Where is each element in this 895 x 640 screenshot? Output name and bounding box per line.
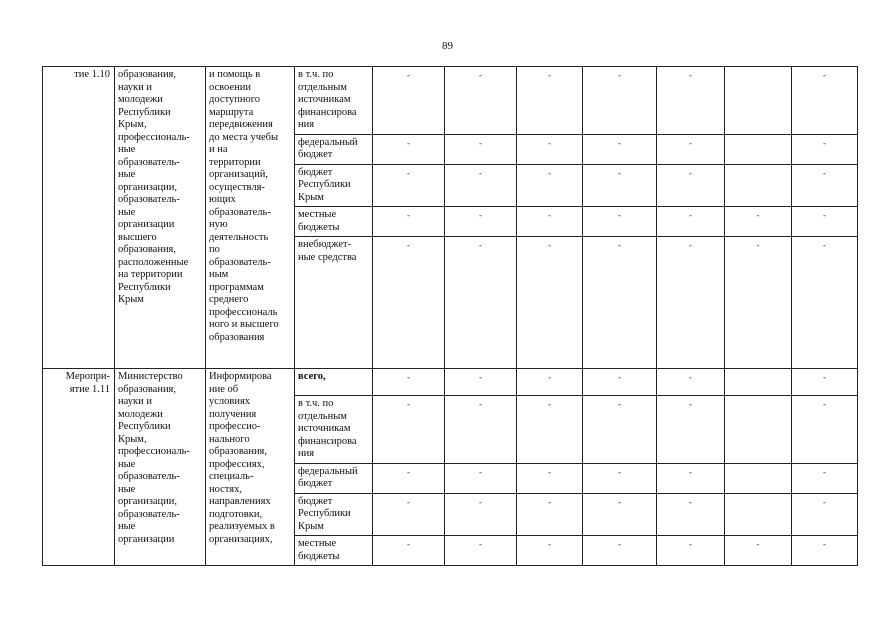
amount-cell: -: [373, 369, 445, 396]
funding-source: бюджет Республики Крым: [295, 164, 373, 207]
amount-cell: -: [792, 536, 858, 566]
amount-cell: -: [725, 207, 792, 237]
amount-cell: -: [657, 536, 725, 566]
funding-source: бюджет Республики Крым: [295, 493, 373, 536]
activity-id: Меропри- ятие 1.11: [43, 369, 115, 566]
amount-cell: -: [792, 134, 858, 164]
amount-cell: -: [657, 164, 725, 207]
amount-cell: -: [583, 67, 657, 135]
amount-cell: -: [657, 396, 725, 464]
amount-cell: -: [725, 536, 792, 566]
amount-cell: -: [517, 67, 583, 135]
funding-source: внебюджет- ные средства: [295, 237, 373, 369]
amount-cell: -: [517, 164, 583, 207]
amount-cell: -: [373, 396, 445, 464]
amount-cell: -: [792, 493, 858, 536]
amount-cell: [725, 164, 792, 207]
amount-cell: -: [373, 463, 445, 493]
amount-cell: [725, 134, 792, 164]
amount-cell: -: [517, 237, 583, 369]
amount-cell: -: [792, 207, 858, 237]
page-number: 89: [442, 40, 453, 52]
amount-cell: -: [583, 493, 657, 536]
amount-cell: -: [445, 134, 517, 164]
amount-cell: [725, 67, 792, 135]
amount-cell: -: [792, 396, 858, 464]
amount-cell: -: [517, 493, 583, 536]
amount-cell: -: [517, 134, 583, 164]
amount-cell: -: [583, 369, 657, 396]
amount-cell: -: [792, 463, 858, 493]
funding-source: в т.ч. по отдельным источникам финансирова ния: [295, 396, 373, 464]
amount-cell: -: [445, 67, 517, 135]
table-body: [43, 67, 858, 566]
amount-cell: -: [445, 164, 517, 207]
amount-cell: -: [583, 237, 657, 369]
amount-cell: -: [445, 237, 517, 369]
amount-cell: -: [373, 164, 445, 207]
amount-cell: -: [792, 369, 858, 396]
amount-cell: -: [445, 396, 517, 464]
funding-source: всего,: [295, 369, 373, 396]
amount-cell: -: [657, 493, 725, 536]
amount-cell: -: [583, 396, 657, 464]
activity-description: Информирова ние об условиях получения профессио- нального образования, профессиях, специаль- ностях, направлениях подготовки, реализуемых в организациях,: [206, 369, 290, 566]
table-row: [43, 369, 858, 396]
amount-cell: -: [373, 237, 445, 369]
amount-cell: -: [583, 164, 657, 207]
amount-cell: -: [373, 536, 445, 566]
amount-cell: -: [373, 134, 445, 164]
funding-source: федеральный бюджет: [295, 463, 373, 493]
amount-cell: -: [445, 369, 517, 396]
activity-description: и помощь в освоении доступного маршрута передвижения до места учебы и на территории организаций, осуществля- ющих образователь- ную деятельность по образователь- ным программам среднего профессиональ ного и высшего образования: [206, 67, 290, 369]
amount-cell: -: [792, 164, 858, 207]
amount-cell: -: [583, 536, 657, 566]
amount-cell: -: [792, 237, 858, 369]
funding-source: местные бюджеты: [295, 536, 373, 566]
amount-cell: -: [517, 207, 583, 237]
budget-table: [42, 66, 858, 566]
amount-cell: -: [373, 67, 445, 135]
amount-cell: -: [657, 207, 725, 237]
amount-cell: -: [583, 134, 657, 164]
activity-id: тие 1.10: [43, 67, 115, 369]
amount-cell: -: [657, 463, 725, 493]
amount-cell: -: [725, 237, 792, 369]
amount-cell: -: [792, 67, 858, 135]
amount-cell: -: [373, 493, 445, 536]
table-row: [43, 67, 858, 135]
amount-cell: [725, 396, 792, 464]
amount-cell: -: [517, 396, 583, 464]
amount-cell: [725, 369, 792, 396]
amount-cell: -: [517, 536, 583, 566]
amount-cell: -: [657, 67, 725, 135]
amount-cell: -: [657, 237, 725, 369]
amount-cell: -: [583, 207, 657, 237]
funding-source: федеральный бюджет: [295, 134, 373, 164]
amount-cell: -: [517, 463, 583, 493]
amount-cell: -: [445, 207, 517, 237]
amount-cell: [725, 463, 792, 493]
activity-executor: Министерство образования, науки и молодежи Республики Крым, профессиональ- ные образователь- ные организации, образователь- ные организации: [115, 369, 206, 566]
activity-executor: образования, науки и молодежи Республики Крым, профессиональ- ные образователь- ные организации, образователь- ные организации высшего образования, расположенные на территории Республики Крым: [115, 67, 206, 369]
amount-cell: -: [373, 207, 445, 237]
amount-cell: -: [517, 369, 583, 396]
funding-source: местные бюджеты: [295, 207, 373, 237]
amount-cell: -: [657, 134, 725, 164]
amount-cell: -: [445, 493, 517, 536]
amount-cell: [725, 493, 792, 536]
amount-cell: -: [445, 463, 517, 493]
amount-cell: -: [657, 369, 725, 396]
amount-cell: -: [583, 463, 657, 493]
funding-source: в т.ч. по отдельным источникам финансирова ния: [295, 67, 373, 135]
amount-cell: -: [445, 536, 517, 566]
